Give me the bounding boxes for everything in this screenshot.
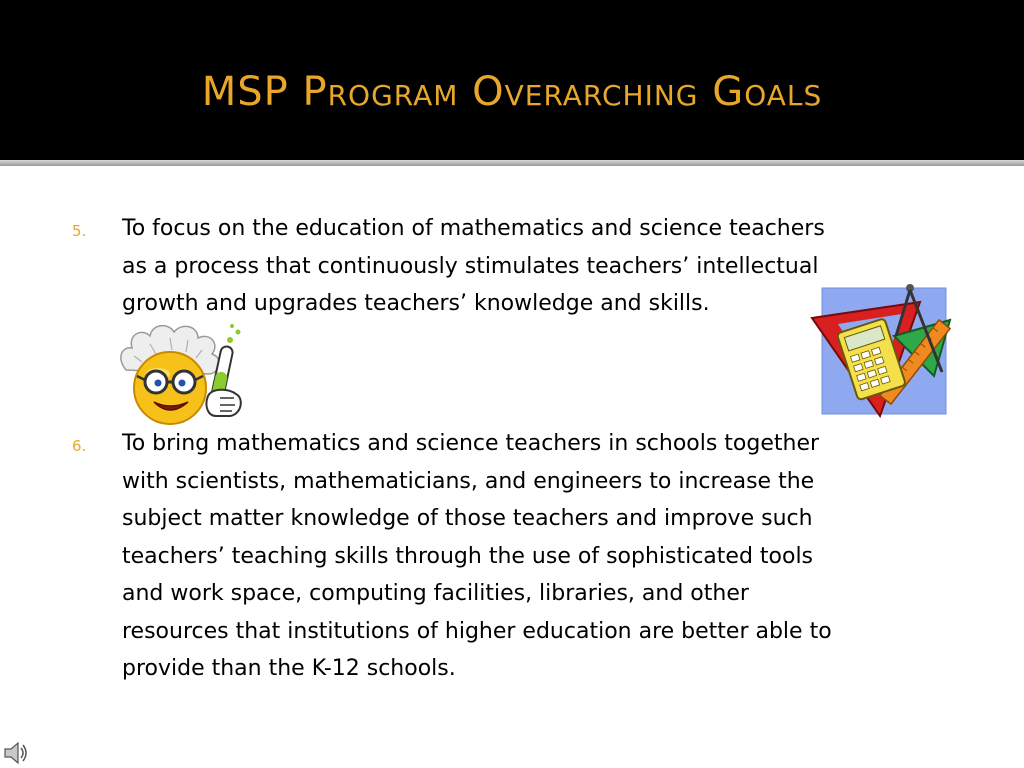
list-item-line: with scientists, mathematicians, and engineers to increase the — [122, 468, 815, 494]
list-item-line: To bring mathematics and science teachers in schools together — [122, 431, 820, 456]
list-item-number: 5. — [72, 222, 87, 240]
list-item-line: provide than the K-12 schools. — [122, 656, 456, 681]
slide-title: MSP Program Overarching Goals — [201, 69, 823, 115]
speaker-icon[interactable] — [2, 740, 30, 766]
list-item-line: as a process that continuously stimulates teachers’ intellectual — [122, 253, 819, 279]
list-item-line: teachers’ teaching skills through the use of sophisticated tools — [122, 543, 814, 569]
list-item-text — [122, 425, 962, 688]
list-item-line: growth and upgrades teachers’ knowledge and skills. — [122, 291, 710, 316]
list-item-line: To focus on the education of mathematics and science teachers — [122, 216, 825, 241]
list-item-line: resources that institutions of higher education are better able to — [122, 618, 832, 644]
scientist-smiley-icon — [112, 318, 252, 430]
list-item-number: 6. — [72, 437, 87, 455]
list-item-line: and work space, computing facilities, libraries, and other — [122, 581, 749, 606]
list-item-line: subject matter knowledge of those teachers and improve such — [122, 506, 813, 531]
math-tools-clipart-icon — [810, 280, 958, 420]
